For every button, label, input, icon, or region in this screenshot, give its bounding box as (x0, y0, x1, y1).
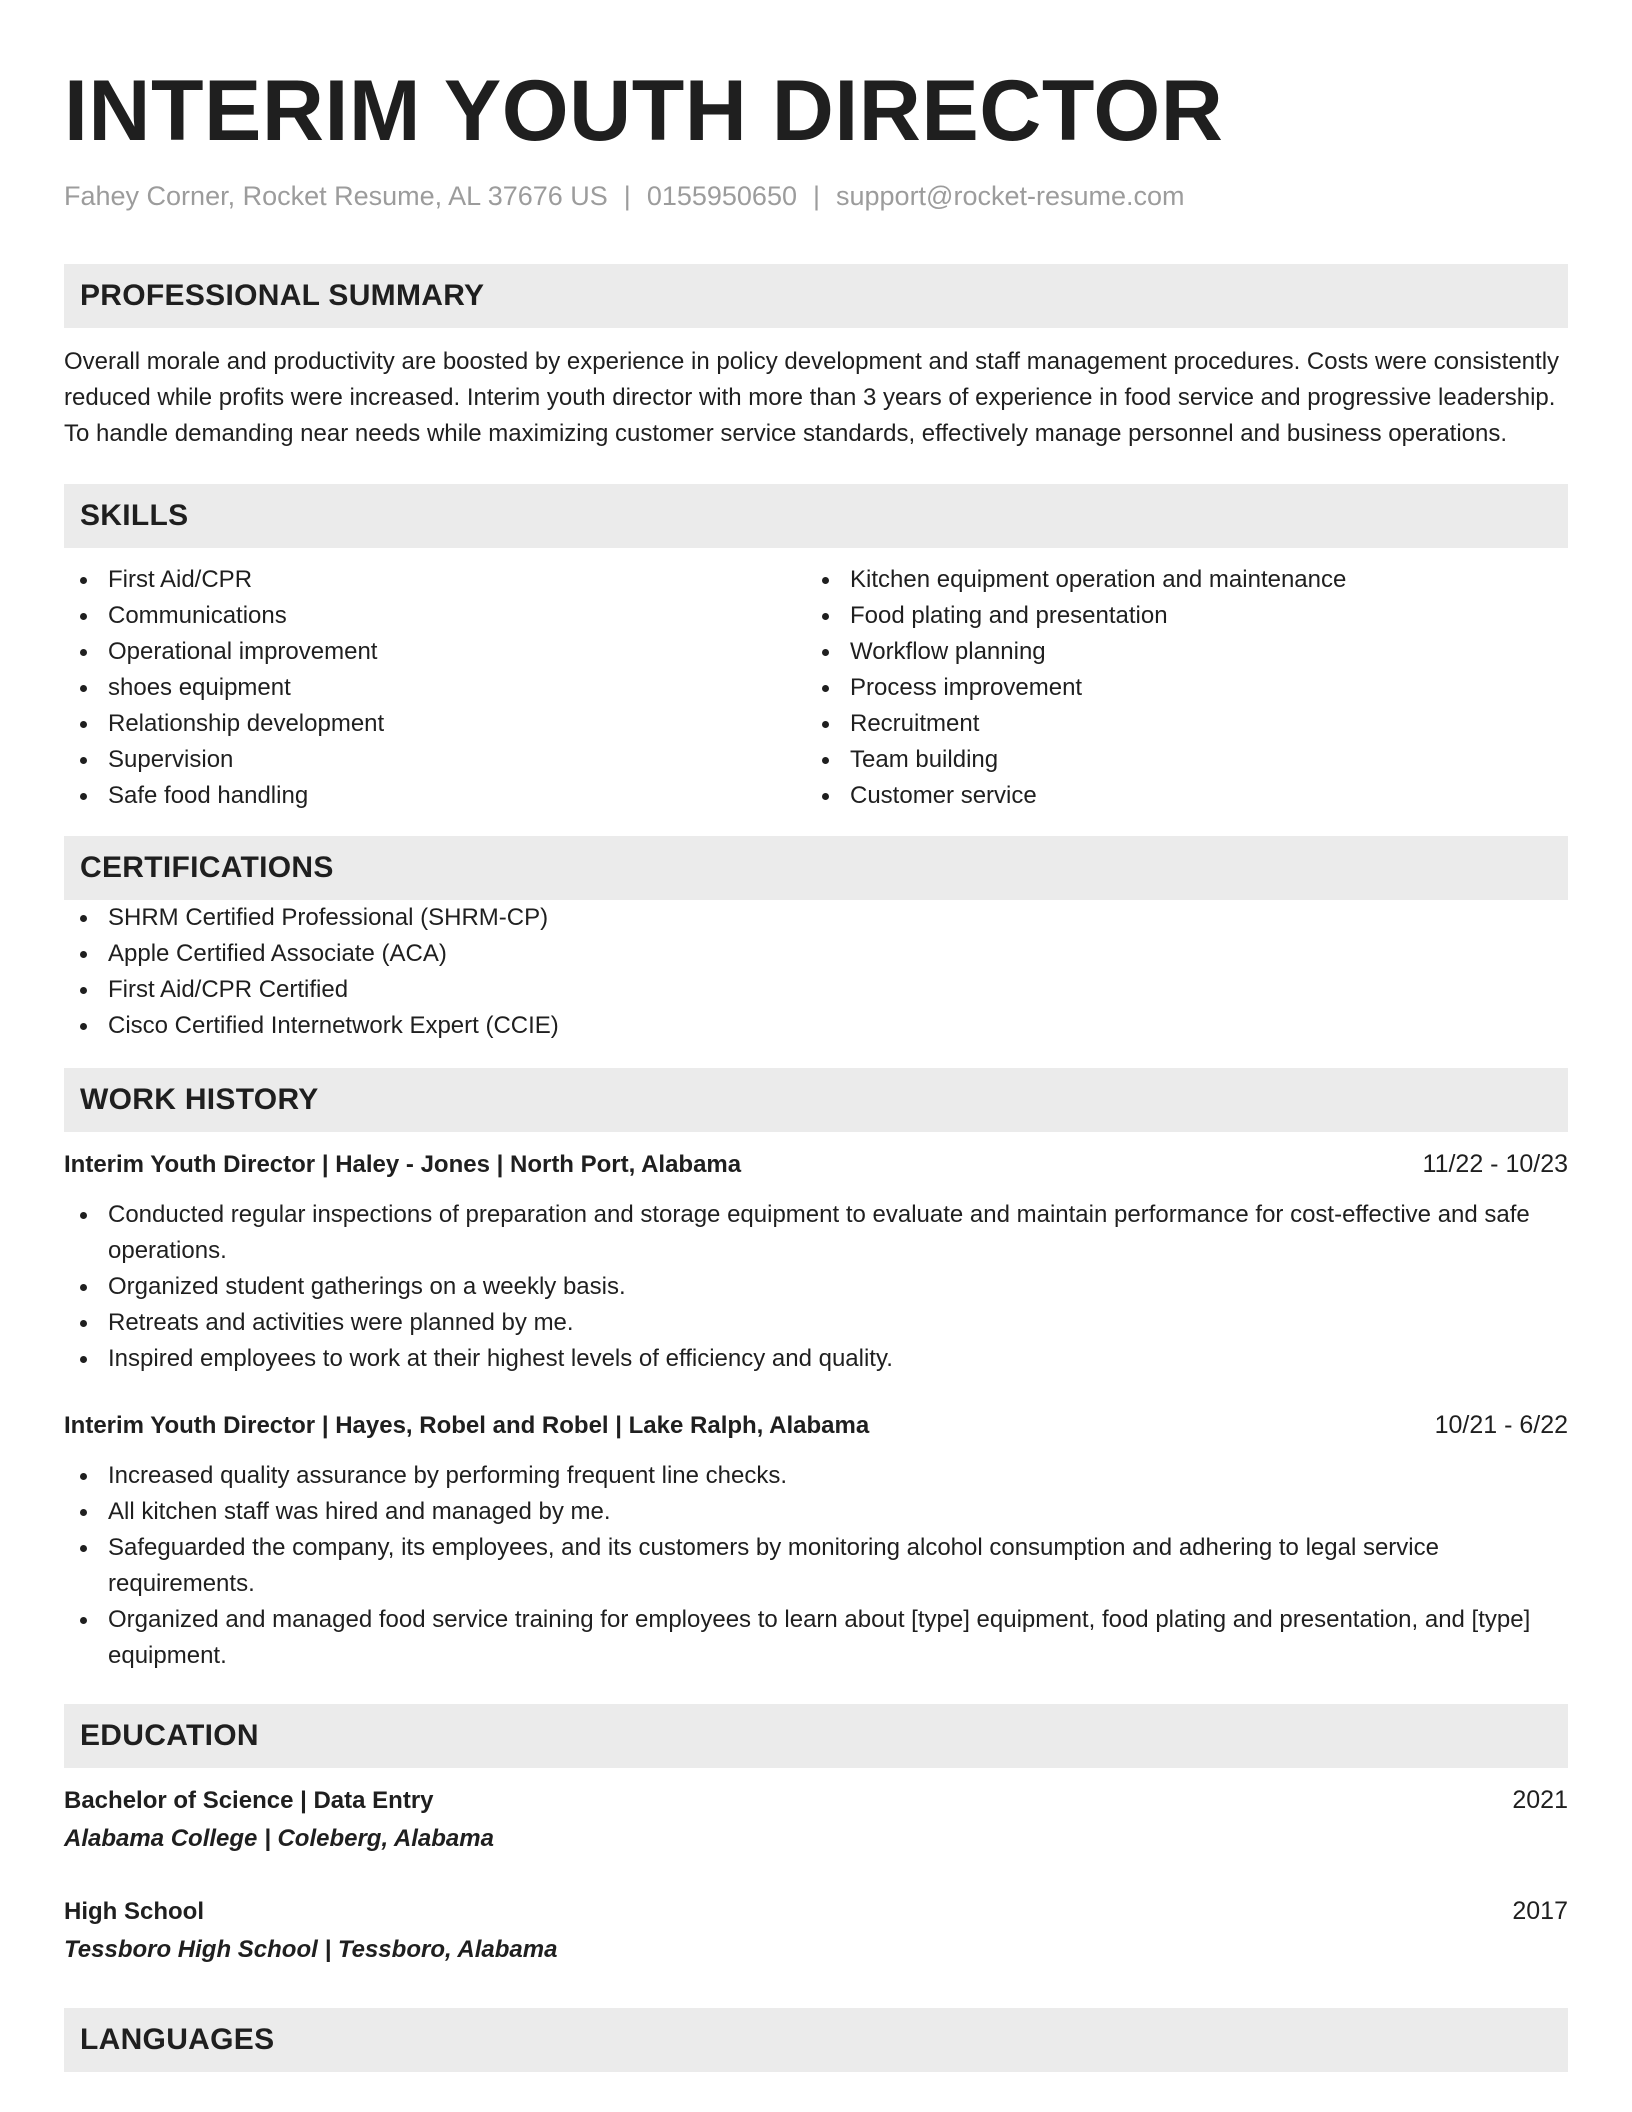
contact-address: Fahey Corner, Rocket Resume, AL 37676 US (64, 181, 608, 211)
job-bullet: Organized and managed food service training for employees to learn about [type] equipment, food plating and presentation, and [type] equipment. (64, 1602, 1568, 1674)
certifications-list (64, 900, 1568, 1044)
job-bullet: Safeguarded the company, its employees, and its customers by monitoring alcohol consumption and adhering to legal service requirements. (64, 1530, 1568, 1602)
contact-separator: | (623, 181, 631, 211)
job-bullets (64, 1197, 1568, 1377)
job-entry (64, 1407, 1568, 1674)
education-entry (64, 1893, 1568, 1968)
skill-item: Relationship development (64, 706, 806, 742)
certification-item: First Aid/CPR Certified (64, 972, 1568, 1008)
contact-separator: | (812, 181, 820, 211)
skill-item: Team building (806, 742, 1548, 778)
skill-item: First Aid/CPR (64, 562, 806, 598)
education-year: 2017 (1512, 1897, 1568, 1926)
job-entry (64, 1146, 1568, 1377)
page-title: INTERIM YOUTH DIRECTOR (64, 63, 1224, 159)
skill-item: Supervision (64, 742, 806, 778)
education-school: Alabama College | Coleberg, Alabama (64, 1825, 494, 1853)
job-title: Interim Youth Director | Haley - Jones | North Port, Alabama (64, 1151, 742, 1179)
education-degree: High School (64, 1898, 204, 1926)
skill-item: shoes equipment (64, 670, 806, 706)
skill-item: Recruitment (806, 706, 1548, 742)
job-header (64, 1407, 1568, 1444)
job-bullet: Increased quality assurance by performing frequent line checks. (64, 1458, 1568, 1494)
certification-item: Cisco Certified Internetwork Expert (CCIE) (64, 1008, 1568, 1044)
job-bullets (64, 1458, 1568, 1674)
section-header-languages: LANGUAGES (64, 2008, 1568, 2072)
section-header-skills: SKILLS (64, 484, 1568, 548)
job-bullet: All kitchen staff was hired and managed by me. (64, 1494, 1568, 1530)
skills-column-left (64, 562, 806, 814)
section-header-certifications: CERTIFICATIONS (64, 836, 1568, 900)
job-title: Interim Youth Director | Hayes, Robel and Robel | Lake Ralph, Alabama (64, 1412, 870, 1440)
job-dates: 11/22 - 10/23 (1422, 1150, 1568, 1179)
education-header (64, 1893, 1568, 1930)
section-header-work-history: WORK HISTORY (64, 1068, 1568, 1132)
contact-line (64, 180, 1568, 212)
skill-item: Food plating and presentation (806, 598, 1548, 634)
skill-item: Process improvement (806, 670, 1548, 706)
education-year: 2021 (1512, 1786, 1568, 1815)
skill-item: Kitchen equipment operation and maintenance (806, 562, 1548, 598)
skills-grid (64, 562, 1568, 814)
skill-item: Operational improvement (64, 634, 806, 670)
skills-column-right (806, 562, 1548, 814)
education-degree: Bachelor of Science | Data Entry (64, 1787, 434, 1815)
skill-item: Communications (64, 598, 806, 634)
job-bullet: Inspired employees to work at their highest levels of efficiency and quality. (64, 1341, 1568, 1377)
job-bullet: Organized student gatherings on a weekly basis. (64, 1269, 1568, 1305)
skill-item: Safe food handling (64, 778, 806, 814)
education-entry (64, 1782, 1568, 1857)
job-dates: 10/21 - 6/22 (1434, 1411, 1568, 1440)
certification-item: SHRM Certified Professional (SHRM-CP) (64, 900, 1568, 936)
education-header (64, 1782, 1568, 1819)
section-header-summary: PROFESSIONAL SUMMARY (64, 264, 1568, 328)
education-school: Tessboro High School | Tessboro, Alabama (64, 1936, 558, 1964)
section-header-education: EDUCATION (64, 1704, 1568, 1768)
contact-email: support@rocket-resume.com (836, 181, 1185, 211)
skill-item: Customer service (806, 778, 1548, 814)
skill-item: Workflow planning (806, 634, 1548, 670)
summary-text: Overall morale and productivity are boosted by experience in policy development and staff management procedures. Costs were consistently reduced while profits were increased. Interim youth director with more than 3 years of experience in food service and progressive leadership. To handle demanding near needs while maximizing customer service standards, effectively manage personnel and business operations. (64, 348, 1560, 448)
job-bullet: Conducted regular inspections of preparation and storage equipment to evaluate and maintain performance for cost-effective and safe operations. (64, 1197, 1568, 1269)
job-header (64, 1146, 1568, 1183)
job-bullet: Retreats and activities were planned by me. (64, 1305, 1568, 1341)
contact-phone: 0155950650 (646, 181, 797, 211)
certification-item: Apple Certified Associate (ACA) (64, 936, 1568, 972)
